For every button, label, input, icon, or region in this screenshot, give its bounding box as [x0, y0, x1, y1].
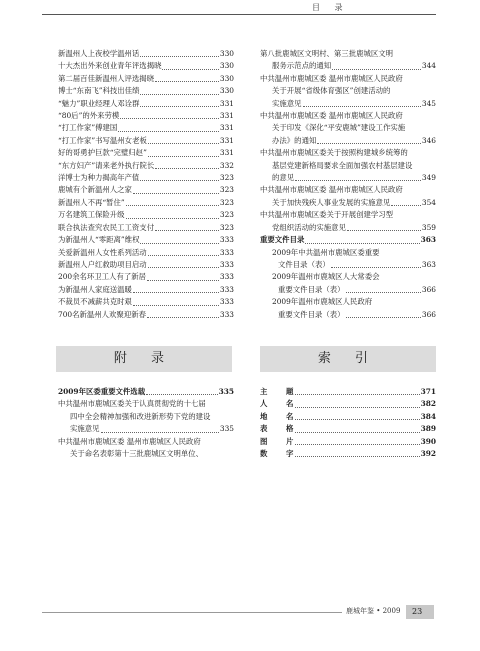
toc-entry[interactable]: [58, 48, 234, 60]
dot-leader: [148, 267, 219, 268]
index-entry-label: 主 题: [260, 387, 302, 396]
dot-leader: [140, 180, 219, 181]
toc-entry-page: 330: [219, 61, 234, 71]
toc-entry-page: 323: [219, 173, 234, 183]
toc-entry-page: 331: [219, 111, 234, 121]
dot-leader: [140, 106, 218, 107]
index-entry[interactable]: [260, 423, 436, 435]
toc-line: 中共温州市鹿城区委关于按照构建城乡统筹的: [260, 148, 408, 158]
toc-entry[interactable]: [58, 222, 234, 234]
index-entry[interactable]: [260, 398, 436, 410]
toc-entry-page: 330: [219, 86, 234, 96]
index-entry-label: 数 字: [260, 449, 302, 459]
appendix-entry[interactable]: 2009年区委重要文件选载 335: [58, 387, 234, 396]
toc-entry-title: 为新温州人“零距离”维权: [58, 235, 140, 245]
dot-leader: [295, 407, 420, 408]
index-list: [260, 386, 436, 460]
toc-line: 四中全会精神加强和改进新形势下党的建设: [70, 411, 211, 421]
toc-entry[interactable]: [58, 184, 234, 196]
toc-entry-title: 博士“东南飞”科技出佳绩: [58, 86, 140, 96]
toc-entry[interactable]: [58, 284, 234, 296]
toc-line: 中共温州市鹿城区委关于开展创建学习型: [260, 210, 394, 220]
toc-entry[interactable]: [58, 234, 234, 246]
toc-entry[interactable]: 文件目录（表） 363: [278, 259, 436, 269]
appendix-entry[interactable]: 实施意见 335: [70, 424, 234, 434]
important-docs-heading[interactable]: 重要文件目录 363: [260, 235, 436, 245]
toc-line: 中共温州市鹿城区委 温州市鹿城区人民政府: [58, 436, 201, 446]
index-entry-page: 390: [420, 436, 436, 446]
toc-entry-title: 200余名环卫工人有了新居: [58, 272, 147, 282]
toc-entry-page: 333: [219, 259, 234, 269]
toc-entry-title: 新温州人上夜校学温州话: [58, 49, 140, 58]
dot-leader: [140, 94, 218, 95]
toc-entry[interactable]: 重要文件目录（表） 366: [278, 284, 436, 294]
toc-entry-title: 好的哥勇护巨款“完璧归赵”: [58, 148, 147, 158]
dot-leader: [133, 292, 219, 293]
toc-entry[interactable]: [58, 98, 234, 110]
toc-entry-title: 联合执法查究农民工工资支付: [58, 222, 155, 232]
dot-leader: [295, 419, 420, 420]
toc-entry[interactable]: 的意见 349: [272, 173, 436, 183]
toc-entry-title: 第二届百佳新温州人评选揭晓: [58, 73, 155, 83]
index-entry-page: 382: [420, 399, 436, 409]
dot-leader: [118, 131, 219, 132]
index-section-band: [260, 346, 436, 372]
toc-entry-title: “80后”的外来劳模: [58, 111, 120, 121]
toc-entry-page: 330: [219, 73, 234, 83]
toc-entry-page: 333: [219, 284, 234, 294]
toc-entry-page: 333: [219, 247, 234, 257]
toc-entry-page: 323: [219, 210, 234, 220]
toc-entry[interactable]: 服务示范点的通知 344: [272, 61, 436, 71]
index-entry[interactable]: [260, 436, 436, 448]
index-entry-page: 384: [420, 411, 436, 421]
toc-entry-page: 331: [219, 123, 234, 133]
dot-leader: [155, 230, 219, 231]
toc-entry-title: 十大杰出外来创业青年评选揭晓: [58, 61, 162, 71]
toc-entry-page: 333: [219, 309, 234, 319]
toc-entry[interactable]: [58, 73, 234, 85]
toc-entry[interactable]: 关于加快残疾人事业发展的实施意见 354: [272, 197, 436, 207]
toc-line: 第八批鹿城区文明村、第三批鹿城区文明: [260, 49, 394, 58]
toc-entry[interactable]: [58, 197, 234, 209]
left-column: [58, 48, 234, 321]
toc-entry-page: 331: [219, 98, 234, 108]
dot-leader: [140, 56, 219, 57]
appendix-heading: 附 录: [113, 351, 175, 366]
dot-leader: [147, 280, 219, 281]
dot-leader: [148, 255, 219, 256]
toc-entry-page: 333: [219, 297, 234, 307]
toc-entry-title: 新温州人不再“暂住”: [58, 197, 125, 207]
toc-entry-page: 323: [219, 185, 234, 195]
dot-leader: [147, 317, 219, 318]
toc-entry-page: 331: [219, 148, 234, 158]
toc-line: 中共温州市鹿城区委 温州市鹿城区人民政府: [260, 185, 403, 195]
toc-entry-page: 330: [219, 49, 234, 58]
toc-entry-title: “打工作家”傅建国: [58, 123, 118, 133]
page-header-title: 目 录: [312, 3, 349, 12]
appendix-section-band: [56, 346, 232, 372]
index-entry-label: 地 名: [260, 411, 302, 421]
toc-entry[interactable]: 党组织活动的实施意见 359: [272, 222, 436, 232]
right-column: [260, 48, 436, 321]
toc-entry-title: “打工作家”书写温州女老板: [58, 135, 147, 145]
toc-entry-title: 关爱新温州人女性系列活动: [58, 247, 147, 257]
toc-line: 2009年温州市鹿城区人大常委会: [272, 272, 380, 282]
publication-name: 鹿城年鉴 • 2009: [346, 607, 401, 615]
toc-entry[interactable]: [58, 147, 234, 159]
page-number: 23: [406, 605, 434, 619]
toc-entry[interactable]: [58, 122, 234, 134]
toc-entry-page: 331: [219, 135, 234, 145]
dot-leader: [148, 156, 219, 157]
toc-line: 2009年温州市鹿城区人民政府: [272, 297, 373, 307]
toc-entry-page: 323: [219, 222, 234, 232]
toc-entry-title: 700名新温州人欢聚迎新春: [58, 309, 147, 319]
index-entry-page: 371: [420, 387, 436, 396]
toc-line: 2009年中共温州市鹿城区委重要: [272, 247, 380, 257]
dot-leader: [140, 243, 218, 244]
footer-rule: [42, 612, 342, 613]
index-heading: 索 引: [317, 351, 379, 366]
dot-leader: [295, 394, 420, 395]
toc-entry-title: 新温州人户红救助项目启动: [58, 259, 147, 269]
dot-leader: [155, 81, 219, 82]
toc-entry[interactable]: [58, 160, 234, 172]
dot-leader: [295, 456, 420, 457]
dot-leader: [295, 444, 420, 445]
toc-entry-title: 万名建筑工保险升级: [58, 210, 125, 220]
toc-entry[interactable]: [58, 85, 234, 97]
toc-entry-title: 鹿城有个新温州人之家: [58, 185, 132, 195]
dot-leader: [148, 143, 219, 144]
toc-line: 关于印发《深化“平安鹿城”建设工作实施: [272, 123, 406, 133]
toc-entry[interactable]: [58, 135, 234, 147]
toc-entry[interactable]: [58, 247, 234, 259]
toc-entry-title: “魅力”职业经理人邓诠群: [58, 98, 140, 108]
toc-entry[interactable]: [58, 271, 234, 283]
index-entry-page: 389: [420, 424, 436, 434]
toc-line: 关于开展“省级体育强区”创建活动的: [272, 86, 391, 96]
toc-line: 基层党建新格局要求全面加强农村基层建设: [272, 160, 413, 170]
toc-entry[interactable]: [58, 309, 234, 321]
header-rule: [42, 14, 436, 15]
toc-entry-page: 332: [219, 160, 234, 170]
toc-entry[interactable]: [58, 296, 234, 308]
index-entry-page: 392: [420, 449, 436, 459]
toc-entry-title: 不裁员不减薪共克时艰: [58, 297, 132, 307]
dot-leader: [126, 218, 219, 219]
toc-entry-page: 323: [219, 197, 234, 207]
index-entry[interactable]: [260, 386, 436, 398]
toc-entry-page: 333: [219, 235, 234, 245]
index-entry-label: 人 名: [260, 399, 302, 409]
page-footer: [0, 606, 480, 618]
index-entry[interactable]: [260, 448, 436, 460]
toc-line: 关于命名表彰第十三批鹿城区文明单位、: [70, 449, 204, 459]
toc-entry[interactable]: [58, 60, 234, 72]
toc-entry-title: 洋博士为种力揭高年产值: [58, 173, 140, 183]
toc-entry[interactable]: [58, 209, 234, 221]
dot-leader: [133, 305, 219, 306]
toc-entry[interactable]: 实施意见 345: [272, 98, 436, 108]
toc-entry-page: 333: [219, 272, 234, 282]
dot-leader: [155, 168, 219, 169]
toc-entry-title: “东方妇产”请来老外执行院长: [58, 160, 155, 170]
toc-entry[interactable]: 办法》的通知 346: [272, 135, 436, 145]
index-entry[interactable]: [260, 411, 436, 423]
index-entry-label: 表 格: [260, 424, 302, 434]
toc-line: 中共温州市鹿城区委 温州市鹿城区人民政府: [260, 73, 403, 83]
dot-leader: [162, 69, 218, 70]
toc-entry[interactable]: [58, 172, 234, 184]
toc-entry[interactable]: [58, 259, 234, 271]
toc-line: 中共温州市鹿城区委 温州市鹿城区人民政府: [260, 111, 403, 121]
index-entry-label: 图 片: [260, 436, 302, 446]
dot-leader: [295, 432, 420, 433]
dot-leader: [120, 118, 219, 119]
appendix-list: [58, 386, 234, 460]
toc-entry[interactable]: [58, 110, 234, 122]
toc-line: 中共温州市鹿城区委关于认真贯彻党的十七届: [58, 399, 206, 409]
dot-leader: [126, 205, 219, 206]
toc-entry-title: 为新温州人家庭送温暖: [58, 284, 132, 294]
dot-leader: [133, 193, 219, 194]
toc-entry[interactable]: 重要文件目录（表） 366: [278, 309, 436, 319]
